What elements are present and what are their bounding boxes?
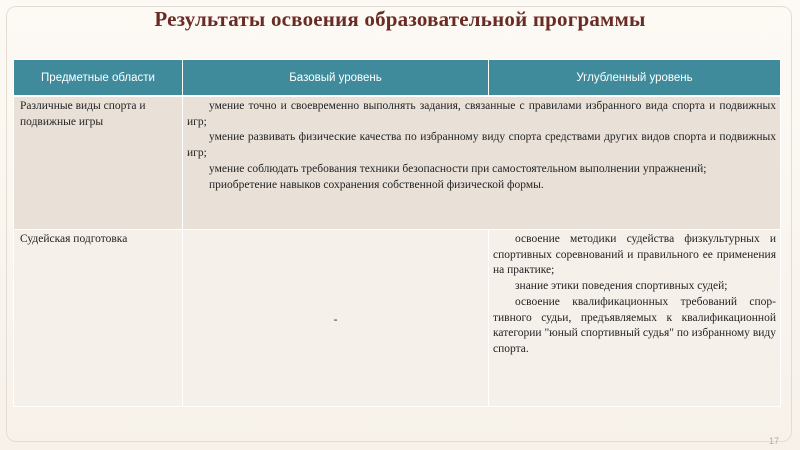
- result-item: умение соблюдать требования техники безопасности при самостоятельном выполнении упражнений;: [209, 162, 707, 175]
- page-number: 17: [768, 436, 779, 446]
- subject-cell: Различные виды спорта и подвижные игры: [14, 96, 183, 230]
- subject-cell: Судейская подготовка: [14, 230, 183, 407]
- table-row: [14, 230, 781, 407]
- basic-level-cell: -: [183, 230, 489, 407]
- slide-title: Результаты освоения образовательной программы: [154, 7, 646, 31]
- result-item: знание этики поведения спортивных судей;: [515, 280, 728, 293]
- combined-results-cell: [183, 96, 781, 230]
- result-item: умение точно и своевременно выполнять задания, связанные с правилами избранного вида спорта и подвижных игр;: [187, 100, 776, 128]
- result-item: освоение методики судейства физкультурных и спортивных соревнований и правильного ее применения на практике;: [493, 233, 776, 277]
- advanced-level-cell: [489, 230, 781, 407]
- table-header-row: [14, 60, 781, 97]
- header-basic-level: Базовый уровень: [183, 60, 489, 97]
- result-item: приобретение навыков сохранения собственной физической формы.: [209, 178, 544, 191]
- result-item: умение развивать физические качества по избранному виду спорта средствами других видов спорта и подвижных игр;: [187, 131, 776, 160]
- table-row: [14, 96, 781, 230]
- results-table: [13, 59, 781, 407]
- result-item: освоение квалификационных требований спор-тивного судьи, предъявляемых к квалификационной категории "юный спортивный судья" по избранному виду спорта.: [493, 295, 776, 355]
- header-subject-areas: Предметные области: [14, 60, 183, 97]
- header-advanced-level: Углубленный уровень: [489, 60, 781, 97]
